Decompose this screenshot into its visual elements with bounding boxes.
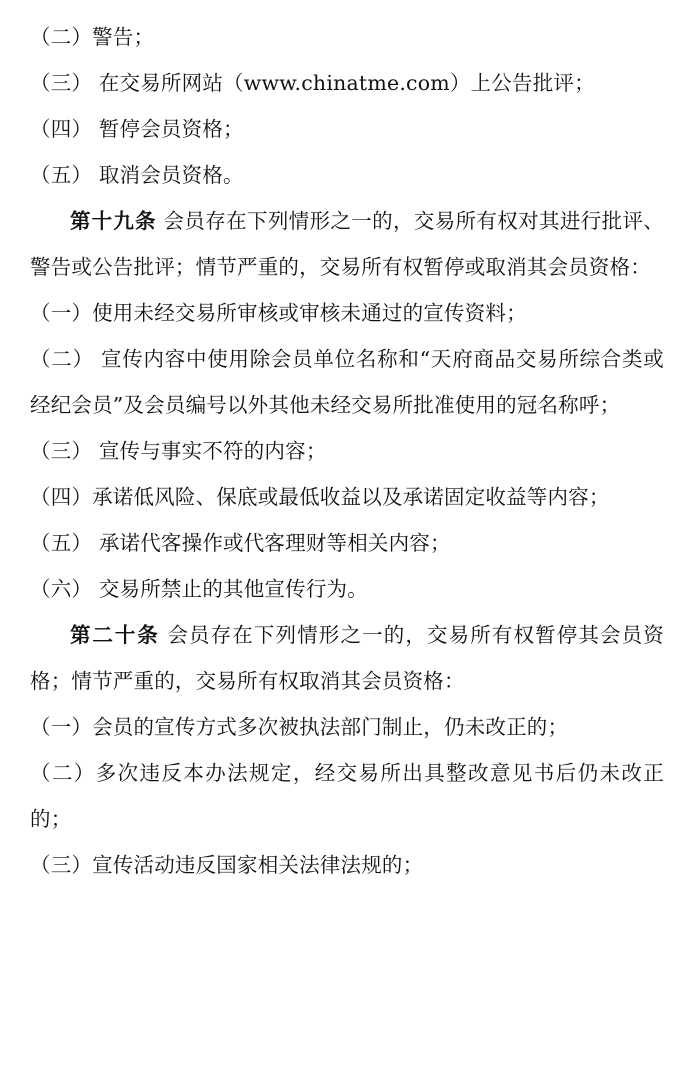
article-19-heading: 第十九条 [70,209,157,233]
document-body [30,14,664,888]
paragraph-item-2-warning: （二）警告； [30,25,155,49]
paragraph-article-19 [30,198,664,290]
paragraph-article-20-item-2: （二）多次违反本办法规定，经交易所出具整改意见书后仍未改正的； [30,761,664,831]
paragraph-article-19-item-5: （五） 承诺代客操作或代客理财等相关内容； [30,531,451,555]
paragraph-article-20-item-3: （三）宣传活动违反国家相关法律法规的； [30,853,424,877]
article-20-text: 会员存在下列情形之一的，交易所有权暂停其会员资格；情节严重的，交易所有权取消其会员资格： [30,623,664,693]
paragraph-item-3-website-notice: （三） 在交易所网站（www.chinatme.com）上公告批评； [30,71,595,95]
paragraph-article-19-item-4: （四）承诺低风险、保底或最低收益以及承诺固定收益等内容； [30,485,610,509]
paragraph-article-19-item-1: （一）使用未经交易所审核或审核未通过的宣传资料； [30,301,527,325]
paragraph-article-19-item-3: （三） 宣传与事实不符的内容； [30,439,327,463]
paragraph-article-19-item-6: （六） 交易所禁止的其他宣传行为。 [30,577,368,601]
paragraph-article-20-item-1: （一）会员的宣传方式多次被执法部门制止，仍未改正的； [30,715,569,739]
article-20-heading: 第二十条 [70,623,160,647]
paragraph-item-4-suspend-membership: （四） 暂停会员资格； [30,117,244,141]
paragraph-article-19-item-2: （二） 宣传内容中使用除会员单位名称和“天府商品交易所综合类或经纪会员”及会员编号以外其他未经交易所批准使用的冠名称呼； [30,347,664,417]
article-19-text: 会员存在下列情形之一的，交易所有权对其进行批评、警告或公告批评；情节严重的，交易所有权暂停或取消其会员资格： [30,209,664,279]
paragraph-article-20 [30,612,664,704]
paragraph-item-5-cancel-membership: （五） 取消会员资格。 [30,163,244,187]
